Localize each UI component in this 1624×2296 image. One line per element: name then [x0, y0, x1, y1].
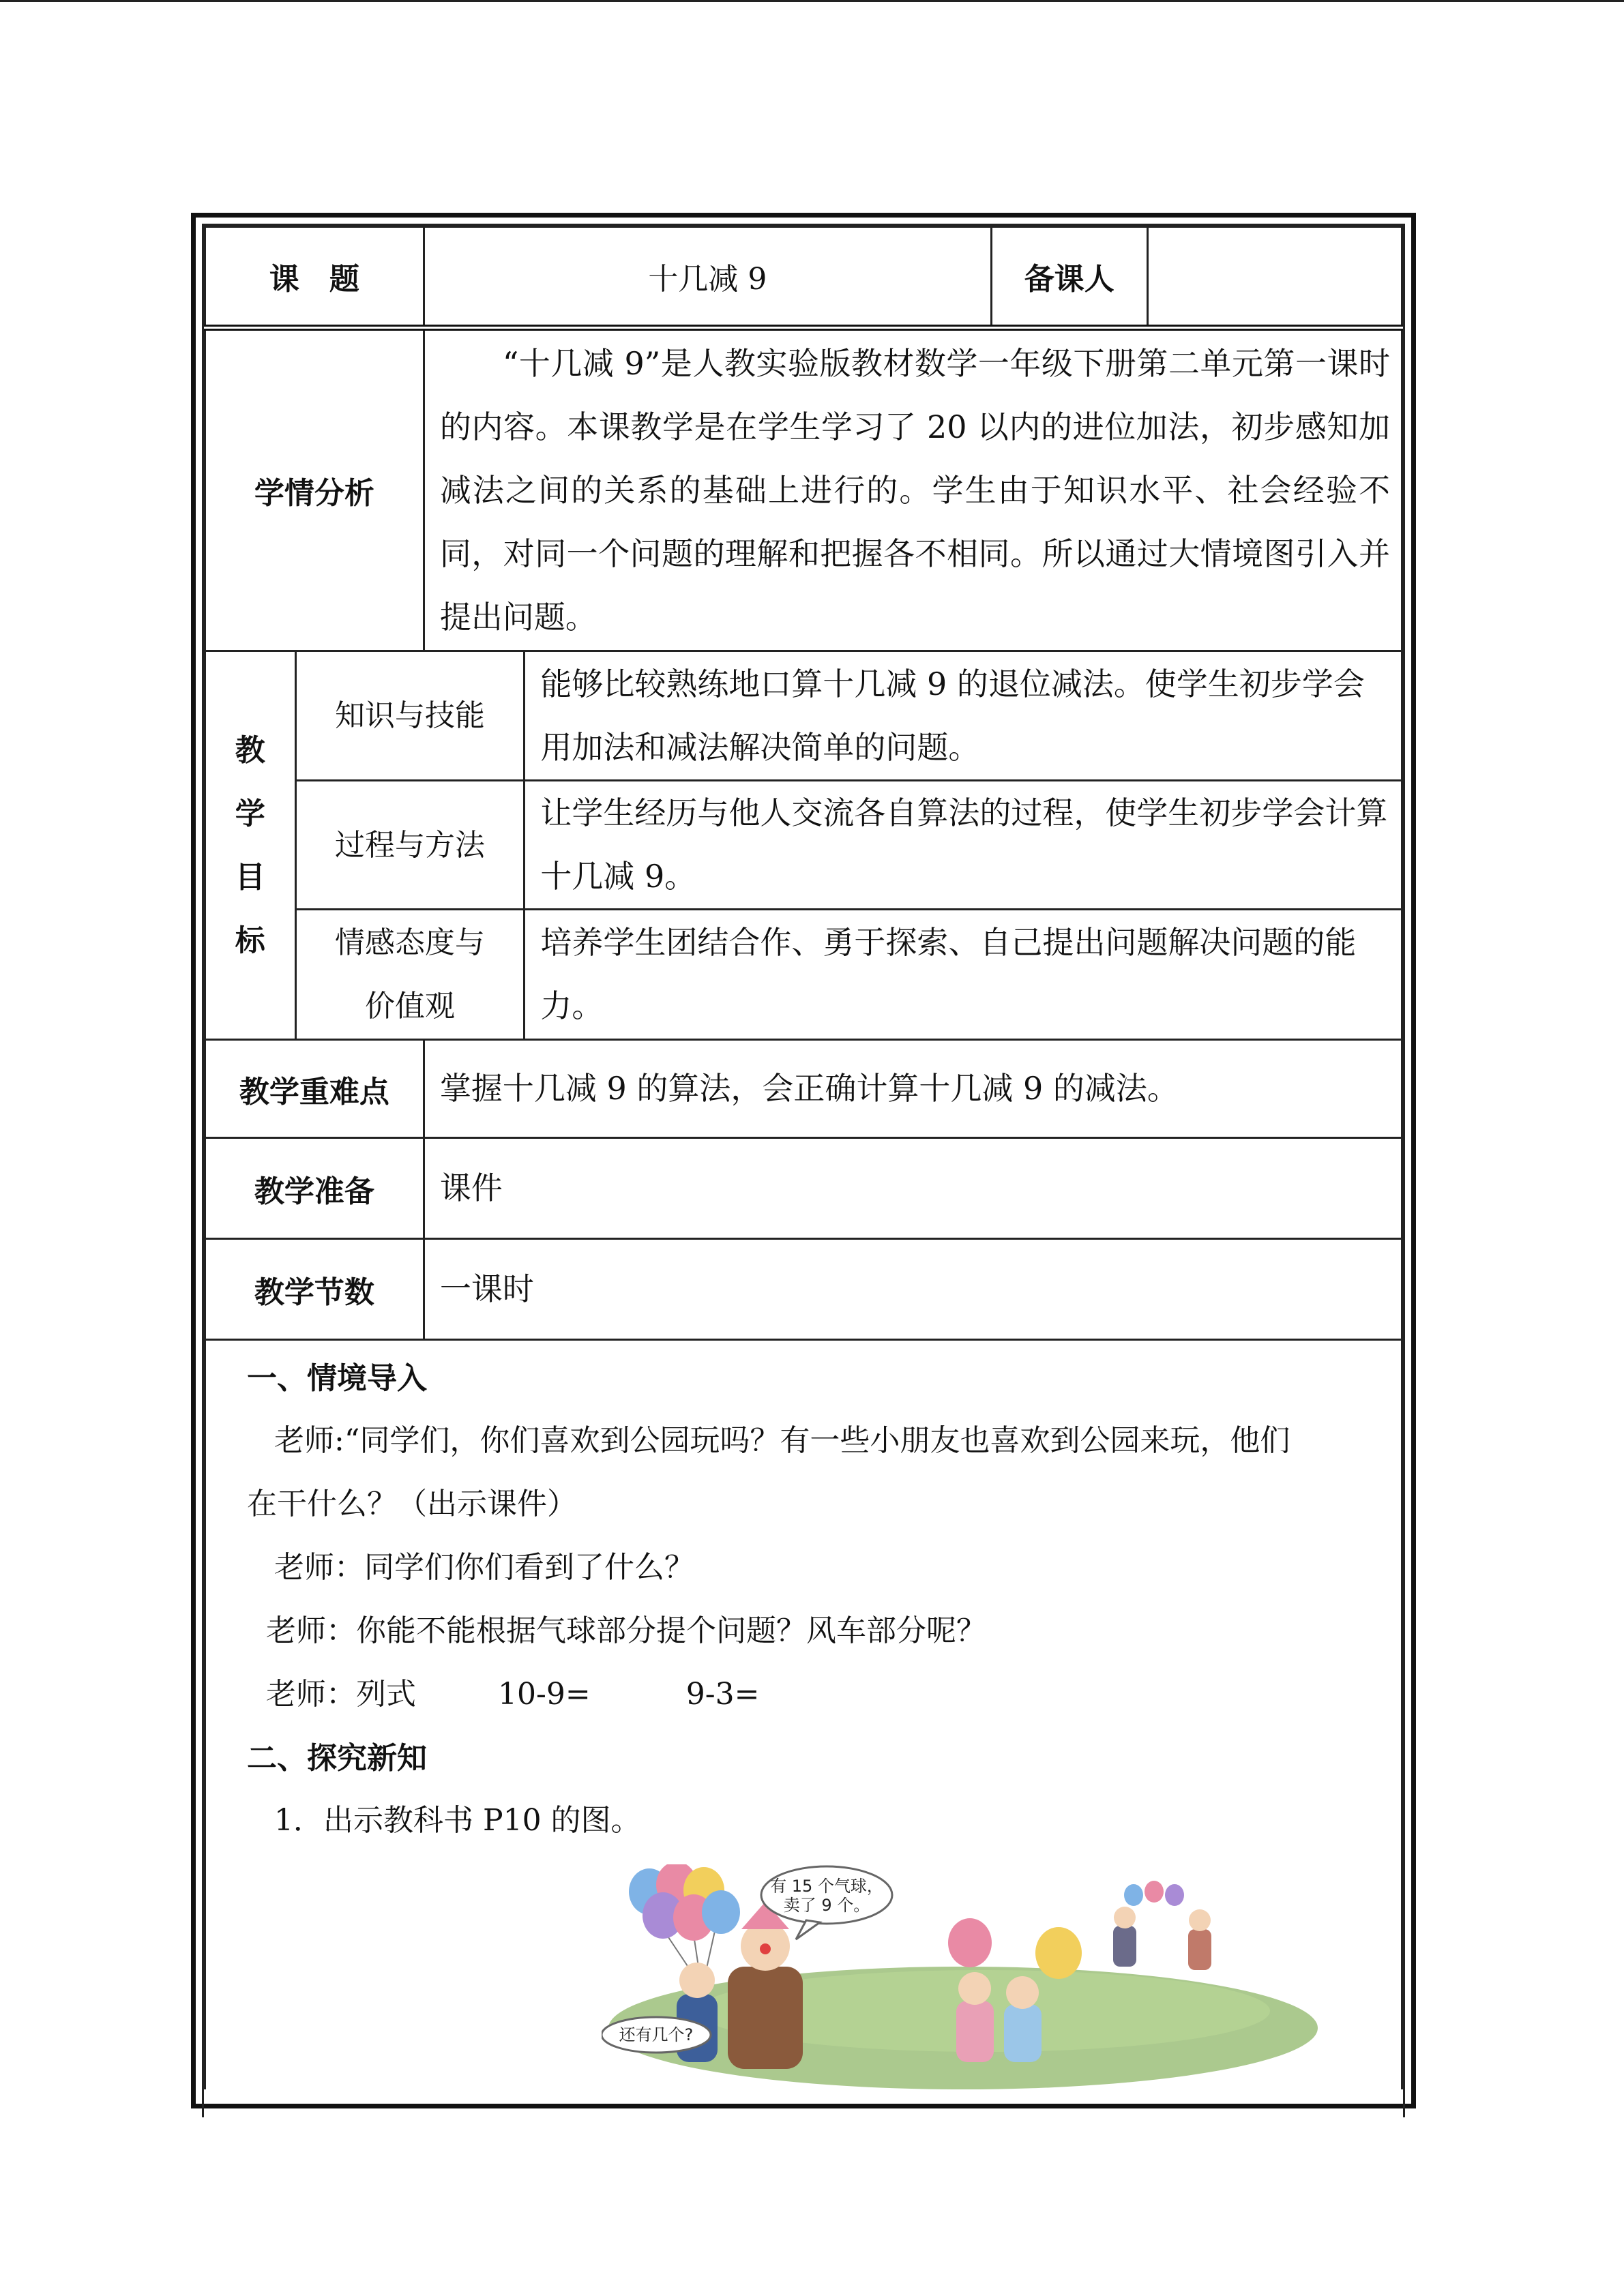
child-body — [1004, 2004, 1042, 2062]
goal-label-emotion-line-2: 价值观 — [365, 989, 455, 1024]
balloon-pink — [1145, 1881, 1164, 1903]
child-head — [679, 1963, 715, 1998]
process-content — [206, 1341, 1401, 2089]
formula-1: 10-9= — [498, 1677, 591, 1712]
section1-line-2: 在干什么？（出示课件） — [247, 1487, 577, 1521]
goal-label-knowledge: 知识与技能 — [295, 651, 525, 781]
goal-text-knowledge: 能够比较熟练地口算十几减 9 的退位减法。使学生初步学会用加法和减法解决简单的问题。 — [525, 651, 1402, 781]
child-head — [958, 1972, 991, 2005]
preparer-value — [1147, 227, 1402, 328]
section1-title: 一、情境导入 — [247, 1361, 427, 1396]
periods-row — [205, 1239, 1402, 1340]
section2-title: 二、探究新知 — [247, 1741, 427, 1776]
analysis-text: “十几减 9”是人教实验版教材数学一年级下册第二单元第一课时的内容。本课教学是在学生学习了 20 以内的进位加法，初步感知加减法之间的关系的基础上进行的。学生由于知识水平、社会经验不同，对同一个问题的理解和把握各不相同。所以通过大情境图引入并提出问题。 — [439, 344, 1390, 636]
balloon-blue — [702, 1890, 740, 1934]
goal-row-knowledge — [205, 651, 1402, 781]
goal-text-emotion: 培养学生团结合作、勇于探索、自己提出问题解决问题的能力。 — [525, 910, 1402, 1040]
preparer-label: 备课人 — [991, 227, 1147, 328]
preparation-label: 教学准备 — [205, 1138, 424, 1239]
key-points-text: 掌握十几减 9 的算法，会正确计算十几减 9 的减法。 — [424, 1040, 1402, 1138]
goal-row-process — [205, 781, 1402, 910]
preparation-row — [205, 1138, 1402, 1239]
formula-2: 9-3= — [685, 1677, 760, 1712]
section1-line-1: 老师:“同学们，你们喜欢到公园玩吗？有一些小朋友也喜欢到公园来玩，他们 — [274, 1423, 1290, 1458]
section1-formula-line — [247, 1663, 1387, 1726]
child-head — [1114, 1907, 1136, 1928]
speech-bubble-tail — [796, 1920, 820, 1939]
key-points-row — [205, 1040, 1402, 1138]
section2-step-1: 1．出示教科书 P10 的图。 — [274, 1803, 641, 1838]
child-body — [956, 2001, 994, 2062]
child-head — [1006, 1976, 1039, 2009]
key-points-label: 教学重难点 — [205, 1040, 424, 1138]
analysis-label: 学情分析 — [205, 328, 424, 651]
goal-label-process: 过程与方法 — [295, 781, 525, 910]
goal-label-emotion-line-1: 情感态度与 — [335, 925, 485, 960]
speech-bubble-text-1: 有 15 个气球， — [770, 1877, 883, 1896]
balloon-pink — [948, 1918, 992, 1967]
topic-row — [205, 227, 1402, 328]
section1-line-4: 老师：你能不能根据气球部分提个问题？风车部分呢？ — [266, 1613, 986, 1648]
lesson-plan-frame — [191, 213, 1416, 2108]
goal-row-emotion — [205, 910, 1402, 1040]
lesson-plan-inner-frame — [202, 224, 1405, 2117]
goal-label-emotion-cell — [295, 910, 525, 1040]
goal-text-process: 让学生经历与他人交流各自算法的过程，使学生初步学会计算十几减 9。 — [525, 781, 1402, 910]
balloon-yellow — [1035, 1927, 1082, 1979]
clown-figure — [728, 1902, 803, 2069]
process-row — [205, 1340, 1402, 2090]
periods-text: 一课时 — [424, 1239, 1402, 1340]
balloon-purple — [1165, 1884, 1184, 1906]
goals-label-char-2: 学 — [235, 796, 265, 831]
park-illustration-svg — [602, 1864, 1352, 2089]
goals-label-cell — [205, 651, 296, 1040]
child-head — [1189, 1909, 1211, 1931]
section1-line-3: 老师：同学们你们看到了什么？ — [274, 1550, 694, 1585]
topic-value: 十几减 9 — [424, 227, 991, 328]
process-cell — [205, 1340, 1402, 2090]
speech-bubble-question — [602, 2017, 711, 2053]
preparation-text: 课件 — [424, 1138, 1402, 1239]
clown-body — [728, 1967, 803, 2069]
distant-children — [1113, 1907, 1211, 1970]
topic-label: 课 题 — [205, 227, 424, 328]
analysis-cell — [424, 328, 1402, 651]
speech-bubble-text-2: 卖了 9 个。 — [783, 1896, 870, 1915]
goals-label-char-1: 教 — [235, 732, 265, 768]
page-top-rule — [0, 0, 1624, 2]
clown-nose — [760, 1943, 771, 1954]
formula-prefix: 老师：列式 — [266, 1677, 416, 1712]
child-body — [1188, 1929, 1211, 1970]
analysis-row — [205, 328, 1402, 651]
periods-label: 教学节数 — [205, 1239, 424, 1340]
child-body — [1113, 1926, 1136, 1967]
goals-label-char-3: 目 — [235, 859, 265, 895]
park-illustration — [602, 1864, 1352, 2089]
goals-label-char-4: 标 — [235, 923, 265, 958]
balloon-blue — [1124, 1884, 1143, 1906]
speech-bubble-text-3: 还有几个? — [619, 2025, 694, 2044]
lesson-plan-table — [204, 226, 1403, 2089]
